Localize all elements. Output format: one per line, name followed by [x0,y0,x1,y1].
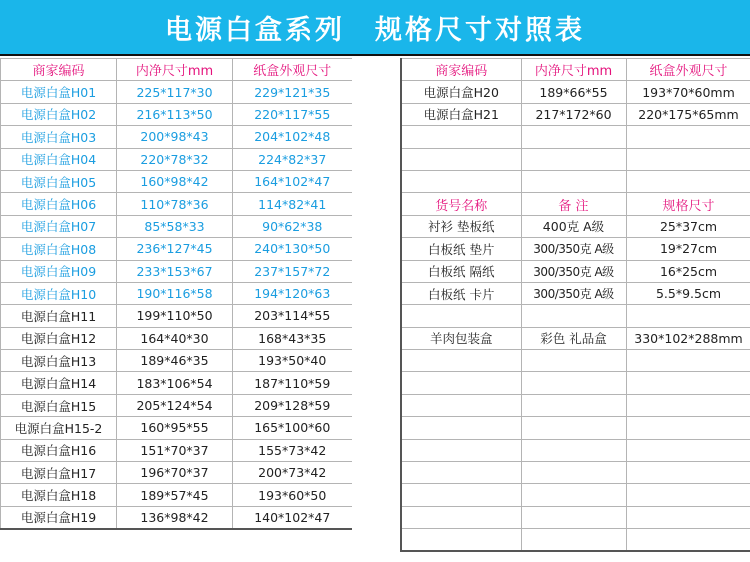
cell-outer-size: 90*62*38 [233,215,353,237]
table-row [401,529,750,551]
cell-code [401,148,521,170]
cell-code: 电源白盒H03 [1,126,117,148]
cell-inner-size: 110*78*36 [117,193,233,215]
table-header-row [1,59,353,81]
table-gap [352,58,400,550]
cell-inner-size [521,394,626,416]
cell-inner-size: 236*127*45 [117,238,233,260]
cell-inner-size: 300/350克 A级 [521,238,626,260]
table-row [401,215,750,237]
table-row [1,238,353,260]
cell-code: 电源白盒H13 [1,350,117,372]
cell-inner-size [521,372,626,394]
cell-outer-size [626,506,750,528]
cell-outer-size [626,394,750,416]
cell-code [401,417,521,439]
cell-code: 电源白盒H09 [1,260,117,282]
cell-code: 白板纸 垫片 [401,238,521,260]
cell-inner-size: 225*117*30 [117,81,233,103]
table-row [1,305,353,327]
cell-code: 电源白盒H01 [1,81,117,103]
cell-inner-size [521,350,626,372]
cell-inner-size: 164*40*30 [117,327,233,349]
cell-outer-size: 229*121*35 [233,81,353,103]
cell-outer-size: 224*82*37 [233,148,353,170]
cell-outer-size [626,439,750,461]
cell-inner-size: 189*46*35 [117,350,233,372]
table-row [1,484,353,506]
table-row [1,215,353,237]
table-row [1,193,353,215]
cell-code: 电源白盒H16 [1,439,117,461]
cell-code [401,394,521,416]
cell-code: 电源白盒H06 [1,193,117,215]
cell-code: 电源白盒H07 [1,215,117,237]
table-row [1,81,353,103]
cell-code: 电源白盒H15-2 [1,417,117,439]
cell-inner-size: 136*98*42 [117,506,233,528]
cell-inner-size: 183*106*54 [117,372,233,394]
cell-inner-size: 160*95*55 [117,417,233,439]
cell-outer-size [626,126,750,148]
cell-code: 电源白盒H15 [1,394,117,416]
cell-outer-size: 140*102*47 [233,506,353,528]
cell-outer-size: 25*37cm [626,215,750,237]
cell-code: 白板纸 隔纸 [401,260,521,282]
cell-inner-size: 151*70*37 [117,439,233,461]
table-row [1,394,353,416]
cell-outer-size: 220*117*55 [233,103,353,125]
cell-inner-size: 85*58*33 [117,215,233,237]
cell-outer-size: 193*50*40 [233,350,353,372]
table-row [1,506,353,528]
cell-code: 电源白盒H18 [1,484,117,506]
table-row [401,439,750,461]
cell-code [401,529,521,551]
cell-outer-size [626,350,750,372]
table-row [401,170,750,192]
table-row [401,350,750,372]
cell-code [401,484,521,506]
header-outer-size: 纸盒外观尺寸 [626,59,750,81]
cell-outer-size: 114*82*41 [233,193,353,215]
header-inner-size: 内净尺寸mm [521,59,626,81]
cell-inner-size [521,126,626,148]
cell-code [401,350,521,372]
cell-inner-size [521,170,626,192]
table-header-row [401,59,750,81]
table-row [401,462,750,484]
table-row [401,148,750,170]
cell-outer-size: 220*175*65mm [626,103,750,125]
cell-inner-size: 160*98*42 [117,170,233,192]
cell-code: 电源白盒H20 [401,81,521,103]
header-code: 商家编码 [401,59,521,81]
cell-inner-size: 400克 A级 [521,215,626,237]
table-row [401,282,750,304]
header-inner-size: 备 注 [521,193,626,215]
cell-code [401,439,521,461]
cell-code [401,126,521,148]
cell-code: 电源白盒H05 [1,170,117,192]
table-row [401,81,750,103]
cell-inner-size: 190*116*58 [117,282,233,304]
cell-outer-size [626,372,750,394]
cell-code [401,372,521,394]
cell-code: 羊肉包装盒 [401,327,521,349]
cell-outer-size [626,148,750,170]
cell-outer-size: 165*100*60 [233,417,353,439]
cell-inner-size [521,439,626,461]
table-row [401,417,750,439]
header-outer-size: 纸盒外观尺寸 [233,59,353,81]
cell-outer-size: 193*70*60mm [626,81,750,103]
cell-code: 电源白盒H11 [1,305,117,327]
table-header-row [401,193,750,215]
cell-inner-size: 233*153*67 [117,260,233,282]
cell-code: 电源白盒H08 [1,238,117,260]
cell-inner-size [521,529,626,551]
cell-code: 电源白盒H04 [1,148,117,170]
header-code: 商家编码 [1,59,117,81]
cell-inner-size [521,148,626,170]
cell-outer-size: 240*130*50 [233,238,353,260]
table-row [401,372,750,394]
table-row [401,484,750,506]
cell-inner-size: 300/350克 A级 [521,282,626,304]
page-title: 电源白盒系列 规格尺寸对照表 [0,0,750,56]
cell-outer-size: 237*157*72 [233,260,353,282]
table-row [401,260,750,282]
cell-code [401,305,521,327]
cell-code: 电源白盒H10 [1,282,117,304]
table-row [1,103,353,125]
cell-inner-size: 189*57*45 [117,484,233,506]
table-row [401,506,750,528]
cell-code: 电源白盒H19 [1,506,117,528]
cell-code [401,170,521,192]
cell-code: 电源白盒H21 [401,103,521,125]
cell-outer-size: 209*128*59 [233,394,353,416]
cell-outer-size [626,462,750,484]
cell-outer-size: 16*25cm [626,260,750,282]
cell-inner-size: 205*124*54 [117,394,233,416]
table-row [1,260,353,282]
cell-inner-size [521,417,626,439]
cell-inner-size: 220*78*32 [117,148,233,170]
table-row [1,327,353,349]
table-row [1,462,353,484]
table-row [1,126,353,148]
cell-inner-size: 300/350克 A级 [521,260,626,282]
cell-inner-size: 216*113*50 [117,103,233,125]
table-row [401,103,750,125]
cell-code: 电源白盒H17 [1,462,117,484]
cell-code: 电源白盒H12 [1,327,117,349]
cell-inner-size [521,462,626,484]
cell-outer-size: 204*102*48 [233,126,353,148]
cell-outer-size: 203*114*55 [233,305,353,327]
cell-code [401,506,521,528]
cell-inner-size: 200*98*43 [117,126,233,148]
cell-outer-size: 194*120*63 [233,282,353,304]
cell-outer-size [626,484,750,506]
cell-inner-size: 彩色 礼品盒 [521,327,626,349]
header-code: 货号名称 [401,193,521,215]
table-row [401,327,750,349]
cell-outer-size [626,529,750,551]
cell-outer-size [626,170,750,192]
table-row [401,394,750,416]
header-outer-size: 规格尺寸 [626,193,750,215]
table-row [1,372,353,394]
table-row [1,439,353,461]
cell-code: 电源白盒H14 [1,372,117,394]
cell-outer-size: 155*73*42 [233,439,353,461]
cell-outer-size: 168*43*35 [233,327,353,349]
table-row [1,148,353,170]
cell-inner-size: 189*66*55 [521,81,626,103]
cell-outer-size: 5.5*9.5cm [626,282,750,304]
cell-outer-size: 19*27cm [626,238,750,260]
cell-outer-size: 200*73*42 [233,462,353,484]
table-row [401,238,750,260]
cell-inner-size [521,305,626,327]
cell-inner-size: 196*70*37 [117,462,233,484]
table-row [401,305,750,327]
table-row [1,282,353,304]
cell-outer-size [626,417,750,439]
cell-code [401,462,521,484]
cell-outer-size: 193*60*50 [233,484,353,506]
cell-code: 衬衫 垫板纸 [401,215,521,237]
cell-inner-size [521,484,626,506]
cell-inner-size [521,506,626,528]
table-row [1,417,353,439]
table-row [1,350,353,372]
cell-code: 白板纸 卡片 [401,282,521,304]
cell-outer-size: 187*110*59 [233,372,353,394]
header-inner-size: 内净尺寸mm [117,59,233,81]
cell-inner-size: 199*110*50 [117,305,233,327]
table-row [1,170,353,192]
cell-inner-size: 217*172*60 [521,103,626,125]
right-spec-table [400,58,750,552]
cell-code: 电源白盒H02 [1,103,117,125]
cell-outer-size: 330*102*288mm [626,327,750,349]
cell-outer-size [626,305,750,327]
cell-outer-size: 164*102*47 [233,170,353,192]
left-spec-table [0,58,354,530]
table-row [401,126,750,148]
